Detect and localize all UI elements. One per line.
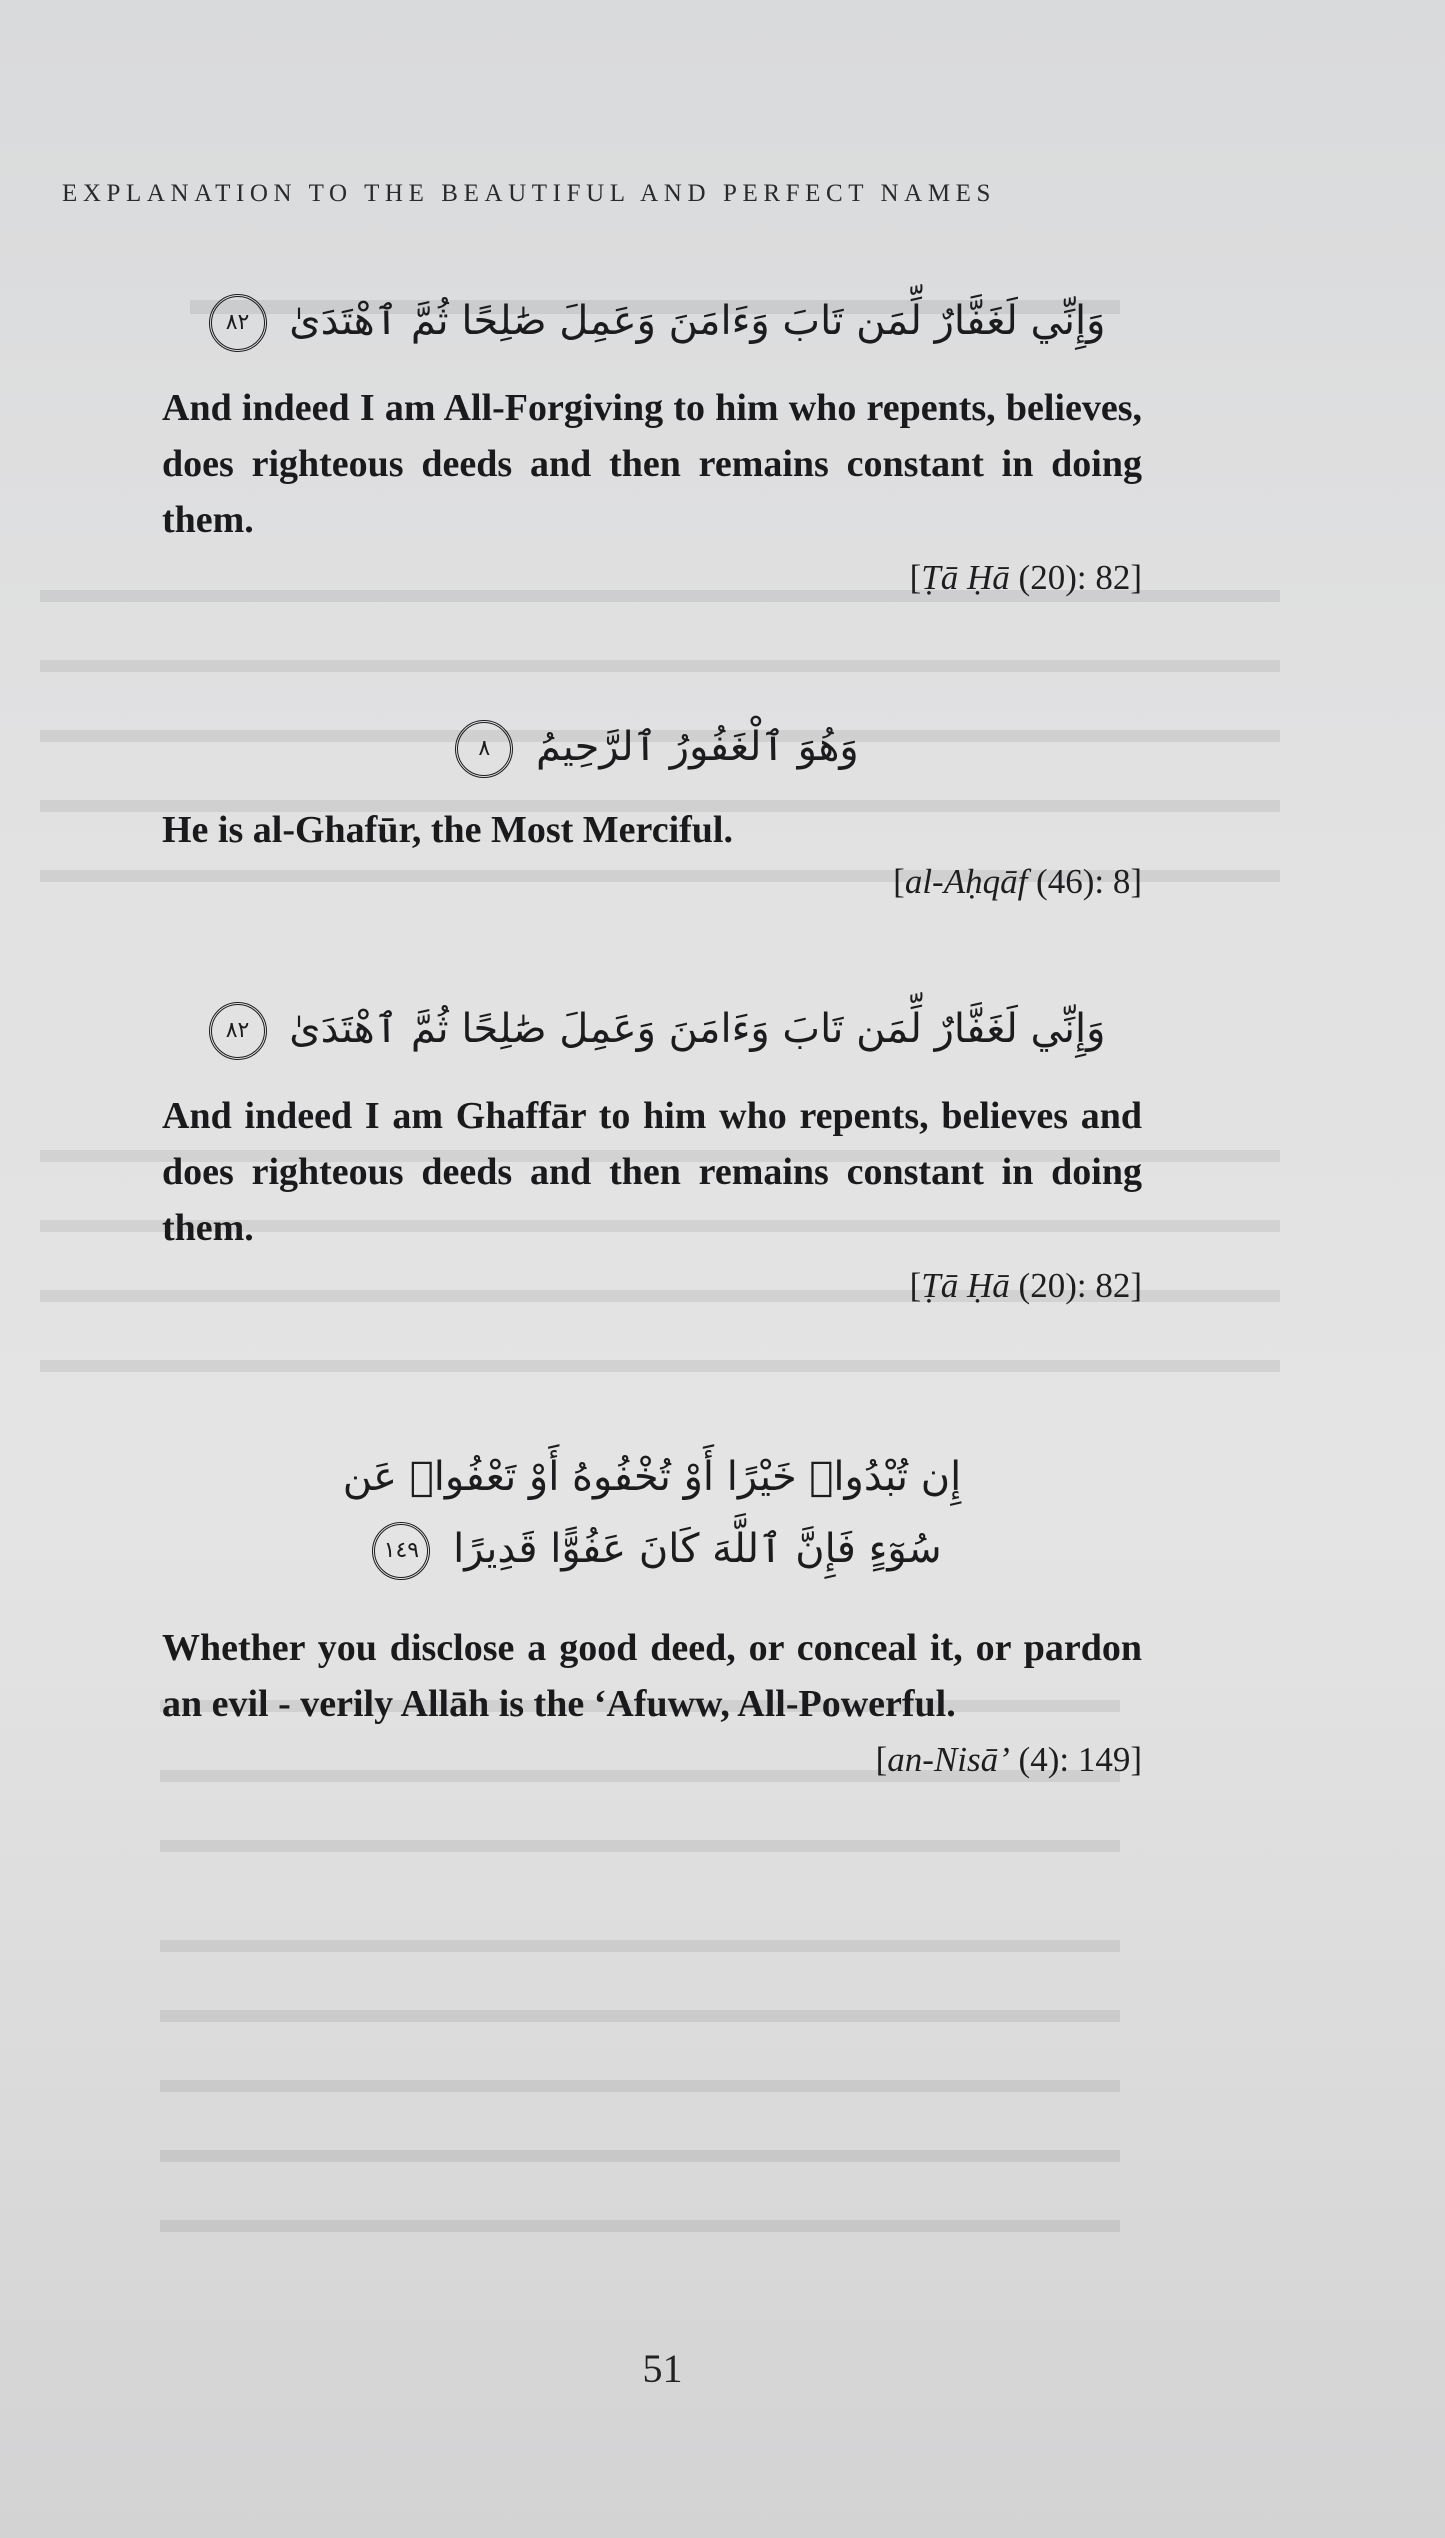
verse-translation: And indeed I am Ghaffār to him who repents, believes and does righteous deeds and then remains constant in doing them.: [162, 1095, 1142, 1249]
verse-reference: (20): 82: [1018, 558, 1131, 597]
verse-number-marker: ٨: [455, 720, 513, 778]
verse-number-marker: ٨٢: [209, 1002, 267, 1060]
arabic-verse: [162, 1000, 1142, 1060]
quote-block: [162, 1000, 1142, 1306]
verse-citation: [al-Aḥqāf (46): 8]: [893, 862, 1142, 901]
surah-name: al-Aḥqāf: [904, 862, 1028, 901]
verse-translation: He is al-Ghafūr, the Most Merciful.: [162, 809, 733, 851]
verse-number-marker: ٨٢: [209, 294, 267, 352]
verse-translation: Whether you disclose a good deed, or conceal it, or pardon an evil - verily Allāh is the ‘Afuww, All-Powerful.: [162, 1627, 1142, 1725]
arabic-text: وَإِنِّي لَغَفَّارٌ لِّمَن تَابَ وَءَامَنَ وَعَمِلَ صَٰلِحًا ثُمَّ ٱهْتَدَىٰ: [289, 1006, 1106, 1052]
verse-reference: (46): 8: [1036, 862, 1131, 901]
verse-reference: (20): 82: [1018, 1266, 1131, 1305]
surah-name: an-Nisā’: [887, 1740, 1010, 1779]
verse-reference: (4): 149: [1018, 1740, 1131, 1779]
verse-citation: [an-Nisā’ (4): 149]: [875, 1740, 1142, 1779]
arabic-verse: [162, 1448, 1142, 1580]
verse-number-marker: ١٤٩: [372, 1522, 430, 1580]
surah-name: Ṭā Ḥā: [921, 1266, 1010, 1305]
arabic-text: وَإِنِّي لَغَفَّارٌ لِّمَن تَابَ وَءَامَنَ وَعَمِلَ صَٰلِحًا ثُمَّ ٱهْتَدَىٰ: [289, 298, 1106, 344]
quote-block: [162, 292, 1142, 598]
arabic-line-with-marker: [162, 1520, 1142, 1580]
arabic-verse: [162, 718, 1142, 778]
arabic-text: وَهُوَ ٱلْغَفُورُ ٱلرَّحِيمُ: [535, 724, 859, 770]
running-head: EXPLANATION TO THE BEAUTIFUL AND PERFECT NAMES: [62, 180, 997, 207]
verse-translation: And indeed I am All-Forgiving to him who repents, believes, does righteous deeds and then remains constant in doing them.: [162, 387, 1142, 541]
surah-name: Ṭā Ḥā: [921, 558, 1010, 597]
verse-citation: [Ṭā Ḥā (20): 82]: [909, 1266, 1142, 1305]
quote-block: [162, 718, 1142, 902]
arabic-line: إِن تُبْدُوا۟ خَيْرًا أَوْ تُخْفُوهُ أَوْ تَعْفُوا۟ عَن: [342, 1454, 962, 1500]
arabic-text: سُوٓءٍ فَإِنَّ ٱللَّهَ كَانَ عَفُوًّا قَدِيرًا: [453, 1526, 942, 1572]
verse-citation: [Ṭā Ḥā (20): 82]: [909, 558, 1142, 597]
arabic-verse: [162, 292, 1142, 352]
quote-block: [162, 1448, 1142, 1780]
page-number: 51: [642, 2346, 683, 2391]
